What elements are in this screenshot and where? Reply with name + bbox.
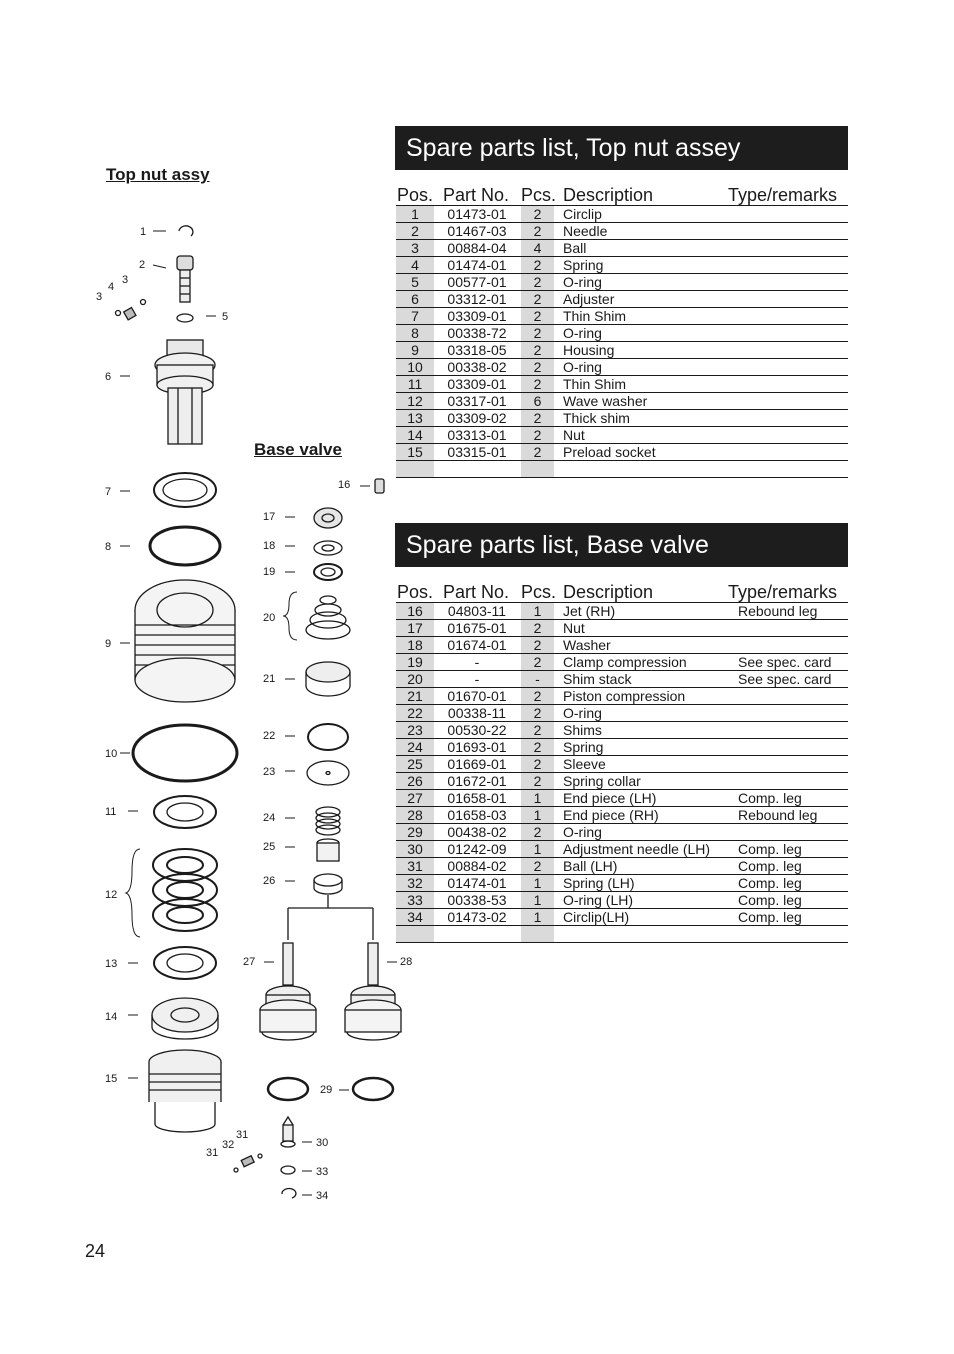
cell-description: Washer — [563, 637, 611, 653]
callout-label: 16 — [338, 479, 351, 491]
header-pos: Pos. — [397, 185, 434, 205]
cell-part-no: 01670-01 — [447, 688, 507, 704]
cell-pcs: 2 — [533, 824, 542, 840]
cell-description: Shims — [563, 722, 602, 738]
header-description: Description — [563, 185, 654, 205]
cell-description: Wave washer — [563, 393, 648, 409]
callout-label: 17 — [263, 511, 276, 523]
callout-label: 12 — [105, 889, 118, 901]
cell-pcs: 1 — [533, 875, 542, 891]
cell-description: Spring collar — [563, 773, 641, 789]
o-ring-part — [353, 1078, 393, 1100]
cell-pos: 27 — [407, 790, 423, 806]
callout-label: 1 — [140, 226, 147, 238]
cell-part-no: 01474-01 — [447, 875, 507, 891]
cell-part-no: 03309-01 — [447, 376, 507, 392]
cell-description: Ball (LH) — [563, 858, 618, 874]
ball-part — [258, 1154, 262, 1158]
cell-pos: 6 — [411, 291, 419, 307]
callout-label: 8 — [105, 541, 112, 553]
cell-description: End piece (RH) — [563, 807, 659, 823]
cell-pcs: 2 — [533, 444, 542, 460]
callout-label: 30 — [316, 1137, 329, 1149]
cell-part-no: 01675-01 — [447, 620, 507, 636]
piston-compression-part — [306, 662, 350, 696]
cell-pos: 31 — [407, 858, 423, 874]
cell-part-no: 00884-02 — [447, 858, 507, 874]
cell-description: Circlip(LH) — [563, 909, 630, 925]
cell-description: O-ring (LH) — [563, 892, 634, 908]
cell-type-remarks: Comp. leg — [738, 909, 802, 925]
cell-pcs: 2 — [533, 739, 542, 755]
callout-label: 29 — [320, 1084, 333, 1096]
cell-pcs: 6 — [533, 393, 542, 409]
cell-part-no: 00338-11 — [447, 705, 507, 721]
top-nut-assembly-drawing — [116, 226, 238, 1132]
callout-label: 20 — [263, 612, 276, 624]
cell-pcs: 2 — [533, 291, 542, 307]
cell-pos: 5 — [411, 274, 419, 290]
cell-pos: 13 — [407, 410, 423, 426]
callout-label: 3 — [96, 291, 103, 303]
cell-part-no: 03313-01 — [447, 427, 507, 443]
cell-description: Clamp compression — [563, 654, 687, 670]
callout-label: 26 — [263, 875, 276, 887]
cell-description: Spring — [563, 739, 604, 755]
callout-label: 13 — [105, 958, 118, 970]
cell-description: End piece (LH) — [563, 790, 657, 806]
cell-pos: 34 — [407, 909, 423, 925]
header-pcs: Pcs. — [521, 582, 557, 602]
callout-label: 34 — [316, 1190, 329, 1202]
cell-pos: 2 — [411, 223, 419, 239]
cell-description: Ball — [563, 240, 587, 256]
cell-description: Nut — [563, 620, 585, 636]
cell-pcs: 2 — [533, 773, 542, 789]
cell-pos: 11 — [407, 376, 423, 392]
cell-description: Jet (RH) — [563, 603, 616, 619]
cell-pos: 16 — [407, 603, 423, 619]
cell-part-no: 00530-22 — [447, 722, 507, 738]
cell-pos: 24 — [407, 739, 423, 755]
cell-pcs: 1 — [533, 892, 542, 908]
cell-pos: 17 — [407, 620, 423, 636]
cell-pcs: - — [535, 671, 540, 687]
nut-part — [152, 998, 218, 1039]
small-o-ring-part — [177, 314, 193, 322]
cell-pos: 20 — [407, 671, 423, 687]
callout-label: 23 — [263, 766, 276, 778]
cell-type-remarks: See spec. card — [738, 654, 832, 670]
jet-part — [375, 479, 384, 493]
cell-pcs: 2 — [533, 376, 542, 392]
cell-pos: 1 — [411, 206, 419, 222]
callout-label: 3 — [122, 274, 129, 286]
cell-part-no: 03309-01 — [447, 308, 507, 324]
ball-part — [234, 1168, 238, 1172]
cell-pcs: 1 — [533, 807, 542, 823]
cell-description: Thin Shim — [563, 376, 627, 392]
cell-pos: 3 — [411, 240, 419, 256]
callout-label: 10 — [105, 748, 118, 760]
cell-pos: 7 — [411, 308, 419, 324]
cell-part-no: 00338-53 — [447, 892, 507, 908]
callout-label: 18 — [263, 540, 276, 552]
cell-pos: 23 — [407, 722, 423, 738]
callout-label: 28 — [400, 956, 413, 968]
cell-description: O-ring — [563, 705, 602, 721]
circlip-part — [179, 226, 193, 236]
callout-label: 27 — [243, 956, 256, 968]
cell-part-no: 03318-05 — [447, 342, 507, 358]
cell-pcs: 2 — [533, 637, 542, 653]
end-piece-rh-part — [345, 943, 401, 1040]
cell-part-no: 04803-11 — [447, 603, 507, 619]
cell-description: Spring (LH) — [563, 875, 635, 891]
cell-pos: 8 — [411, 325, 419, 341]
circlip-part — [282, 1188, 296, 1198]
cell-pos: 15 — [407, 444, 423, 460]
callout-label: 21 — [263, 673, 276, 685]
cell-description: Piston compression — [563, 688, 686, 704]
cell-pcs: 1 — [533, 841, 542, 857]
callout-label: 24 — [263, 812, 276, 824]
callout-label: 11 — [105, 806, 117, 818]
cell-part-no: 01473-01 — [447, 206, 507, 222]
ball-part — [141, 300, 146, 305]
cell-description: O-ring — [563, 359, 602, 375]
cell-type-remarks: Comp. leg — [738, 892, 802, 908]
washer-part — [314, 541, 342, 555]
spring-part — [241, 1156, 254, 1167]
cell-part-no: 03315-01 — [447, 444, 507, 460]
cell-pcs: 2 — [533, 722, 542, 738]
cell-type-remarks: Rebound leg — [738, 603, 818, 619]
cell-pcs: 2 — [533, 688, 542, 704]
top-nut-table-title: Spare parts list, Top nut assey — [395, 126, 848, 170]
cell-part-no: 00884-04 — [447, 240, 507, 256]
cell-pos: 33 — [407, 892, 423, 908]
callout-label: 31 — [206, 1147, 219, 1159]
cell-part-no: 03312-01 — [447, 291, 507, 307]
clamp-compression-part — [314, 564, 342, 580]
cell-pos: 29 — [407, 824, 423, 840]
cell-description: O-ring — [563, 274, 602, 290]
needle-part — [177, 256, 193, 302]
cell-pcs: 2 — [533, 654, 542, 670]
o-ring-part — [133, 725, 237, 781]
cell-pcs: 2 — [533, 257, 542, 273]
cell-part-no: 03309-02 — [447, 410, 507, 426]
cell-description: Adjustment needle (LH) — [563, 841, 711, 857]
cell-pos: 21 — [407, 688, 423, 704]
cell-part-no: - — [474, 654, 480, 670]
cell-description: Thin Shim — [563, 308, 627, 324]
callout-label: 14 — [105, 1011, 118, 1023]
spring-collar-part — [314, 874, 342, 894]
cell-description: Adjuster — [563, 291, 615, 307]
cell-type-remarks: Rebound leg — [738, 807, 818, 823]
ball-part — [116, 311, 121, 316]
cell-pcs: 2 — [533, 206, 542, 222]
cell-part-no: 01672-01 — [447, 773, 507, 789]
callout-label: 2 — [139, 259, 146, 271]
cell-description: Sleeve — [563, 756, 606, 772]
cell-part-no: 01669-01 — [447, 756, 507, 772]
callout-label: 25 — [263, 841, 276, 853]
callout-label: 7 — [105, 486, 112, 498]
end-piece-lh-part — [260, 943, 316, 1040]
cell-pcs: 2 — [533, 410, 542, 426]
cell-pos: 9 — [411, 342, 419, 358]
cell-pos: 22 — [407, 705, 423, 721]
cell-pos: 32 — [407, 875, 423, 891]
cell-pcs: 2 — [533, 756, 542, 772]
cell-description: Nut — [563, 427, 585, 443]
cell-part-no: 01658-01 — [447, 790, 507, 806]
cell-pcs: 2 — [533, 705, 542, 721]
callout-label: 15 — [105, 1073, 118, 1085]
cell-description: Thick shim — [563, 410, 630, 426]
cell-pcs: 2 — [533, 274, 542, 290]
shim-stack-part — [306, 596, 350, 639]
cell-pcs: 2 — [533, 308, 542, 324]
callout-label: 9 — [105, 638, 112, 650]
cell-part-no: 00438-02 — [447, 824, 507, 840]
spring-part — [124, 308, 136, 320]
nut-part — [314, 508, 342, 528]
cell-description: Spring — [563, 257, 604, 273]
callout-numbers — [96, 226, 412, 1202]
shims-part — [307, 761, 349, 785]
cell-description: O-ring — [563, 325, 602, 341]
cell-pcs: 1 — [533, 603, 542, 619]
cell-part-no: 03317-01 — [447, 393, 507, 409]
cell-pos: 26 — [407, 773, 423, 789]
callout-label: 33 — [316, 1166, 329, 1178]
adjuster-part — [155, 340, 215, 444]
header-type-remarks: Type/remarks — [728, 185, 838, 205]
cell-description: Preload socket — [563, 444, 656, 460]
cell-pcs: 2 — [533, 359, 542, 375]
header-type-remarks: Type/remarks — [728, 582, 838, 602]
callout-label: 19 — [263, 566, 276, 578]
cell-part-no: 01242-09 — [447, 841, 507, 857]
o-ring-part — [150, 527, 220, 565]
cell-pos: 30 — [407, 841, 423, 857]
cell-type-remarks: Comp. leg — [738, 858, 802, 874]
cell-part-no: 01674-01 — [447, 637, 507, 653]
cell-pos: 12 — [407, 393, 423, 409]
spring-part — [316, 807, 340, 835]
sleeve-part — [317, 839, 339, 861]
base-valve-table-title: Spare parts list, Base valve — [395, 523, 848, 567]
cell-type-remarks: Comp. leg — [738, 790, 802, 806]
cell-type-remarks: Comp. leg — [738, 841, 802, 857]
cell-pcs: 2 — [533, 858, 542, 874]
cell-description: O-ring — [563, 824, 602, 840]
cell-description: Housing — [563, 342, 615, 358]
cell-part-no: 00338-72 — [447, 325, 507, 341]
cell-type-remarks: See spec. card — [738, 671, 832, 687]
header-pcs: Pcs. — [521, 185, 557, 205]
cell-description: Circlip — [563, 206, 602, 222]
cell-part-no: 01693-01 — [447, 739, 507, 755]
cell-part-no: 01658-03 — [447, 807, 507, 823]
small-o-ring-part — [281, 1166, 295, 1174]
cell-part-no: 00338-02 — [447, 359, 507, 375]
cell-pcs: 4 — [533, 240, 542, 256]
top-nut-assy-heading: Top nut assy — [106, 165, 210, 184]
cell-part-no: 01467-03 — [447, 223, 507, 239]
o-ring-part — [268, 1078, 308, 1100]
wave-washer-part — [153, 849, 217, 931]
cell-pcs: 1 — [533, 909, 542, 925]
header-pos: Pos. — [397, 582, 434, 602]
cell-pcs: 2 — [533, 342, 542, 358]
cell-pos: 25 — [407, 756, 423, 772]
cell-type-remarks: Comp. leg — [738, 875, 802, 891]
callout-label: 32 — [222, 1139, 235, 1151]
header-part-no: Part No. — [443, 185, 510, 205]
cell-pos: 28 — [407, 807, 423, 823]
cell-pos: 18 — [407, 637, 423, 653]
cell-pcs: 2 — [533, 620, 542, 636]
cell-part-no: 01473-02 — [447, 909, 507, 925]
cell-pcs: 1 — [533, 790, 542, 806]
cell-pos: 19 — [407, 654, 423, 670]
callout-label: 31 — [236, 1129, 249, 1141]
housing-part — [135, 580, 235, 702]
header-part-no: Part No. — [443, 582, 510, 602]
cell-pcs: 2 — [533, 427, 542, 443]
cell-pcs: 2 — [533, 325, 542, 341]
callout-label: 22 — [263, 730, 276, 742]
base-valve-heading: Base valve — [254, 440, 342, 459]
o-ring-part — [308, 724, 348, 750]
page-number: 24 — [85, 1241, 106, 1261]
cell-part-no: - — [474, 671, 480, 687]
thin-shim-part — [154, 796, 216, 828]
thick-shim-part — [154, 947, 216, 979]
callout-label: 6 — [105, 371, 112, 383]
adjustment-needle-part — [281, 1117, 295, 1147]
cell-pcs: 2 — [533, 223, 542, 239]
cell-pos: 4 — [411, 257, 419, 273]
cell-pos: 10 — [407, 359, 423, 375]
cell-description: Shim stack — [563, 671, 632, 687]
cell-description: Needle — [563, 223, 608, 239]
cell-pos: 14 — [407, 427, 423, 443]
header-description: Description — [563, 582, 654, 602]
preload-socket-part — [149, 1050, 221, 1132]
callout-label: 5 — [222, 311, 229, 323]
callout-label: 4 — [108, 281, 115, 293]
cell-part-no: 01474-01 — [447, 257, 507, 273]
cell-part-no: 00577-01 — [447, 274, 507, 290]
base-valve-assembly-drawing — [234, 479, 401, 1198]
